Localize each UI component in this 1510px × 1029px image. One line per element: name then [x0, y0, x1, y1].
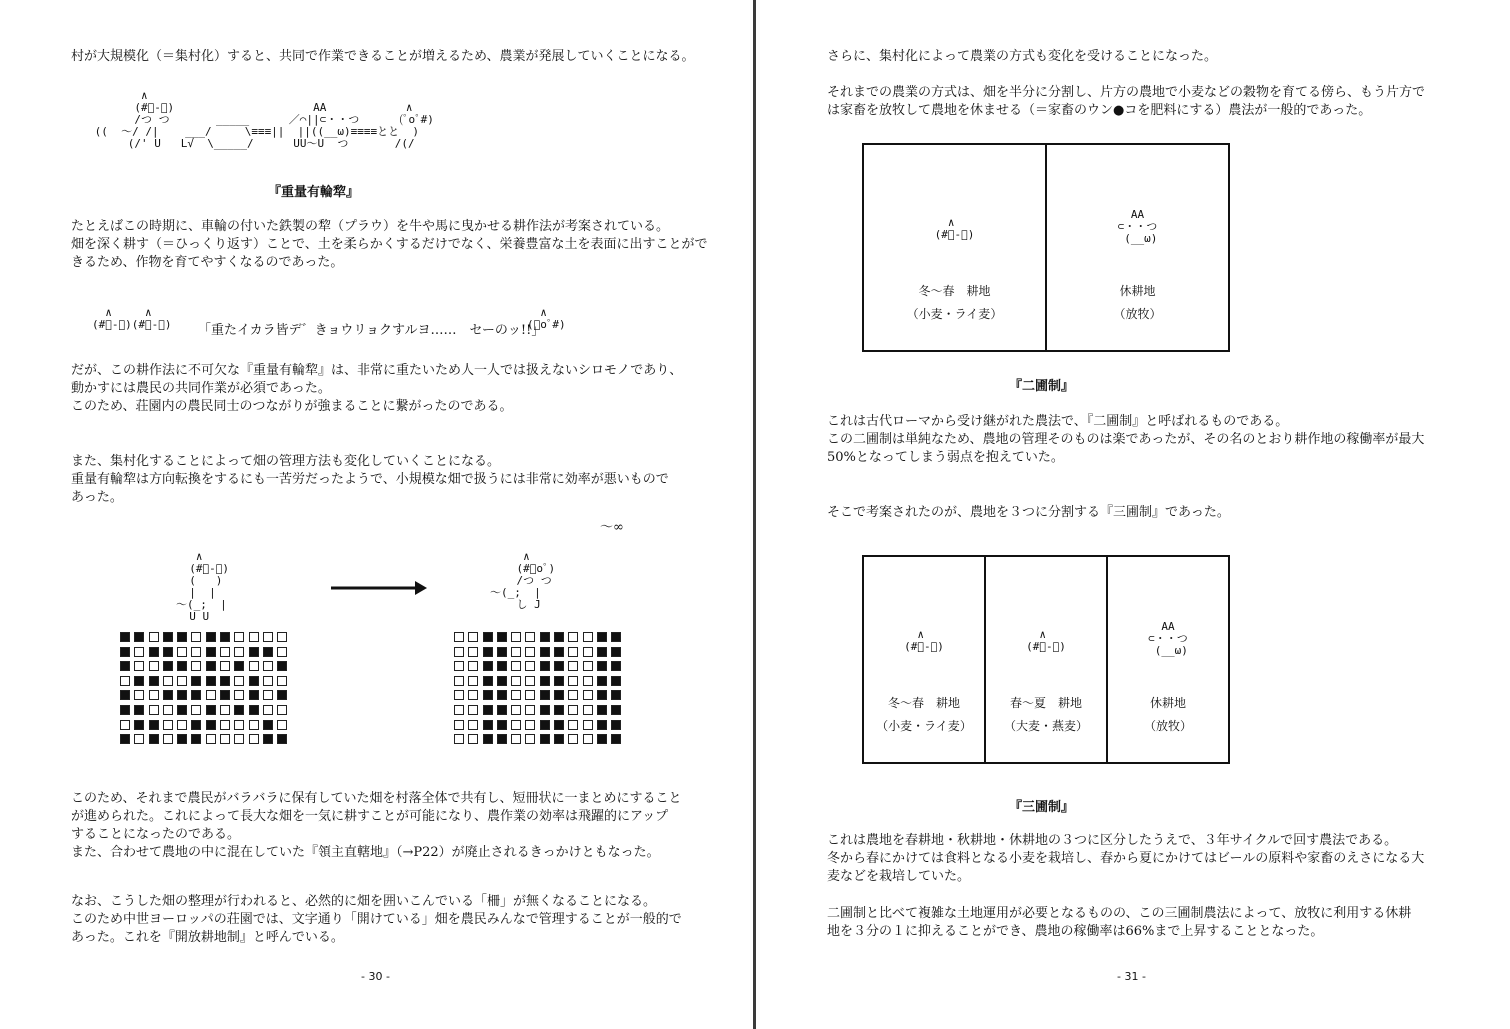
plot-cell-empty — [177, 647, 187, 657]
plot-cell-empty — [525, 647, 535, 657]
plot-cell-filled — [554, 720, 564, 730]
plot-cell-filled — [497, 705, 507, 715]
plot-cell-empty — [206, 690, 216, 700]
plot-cell-filled — [483, 734, 493, 744]
plot-cell-filled — [497, 676, 507, 686]
plot-cell-empty — [583, 720, 593, 730]
field-title: 春～夏 耕地 — [1009, 696, 1082, 710]
plot-cell-filled — [597, 690, 607, 700]
plot-cell-filled — [263, 720, 273, 730]
cat-ascii-art: ∧ (#ﾟ-ﾟ) — [904, 628, 944, 653]
plot-cell-empty — [468, 720, 478, 730]
paragraph-cooperation — [71, 362, 682, 416]
plot-cell-filled — [483, 661, 493, 671]
plot-cell-empty — [134, 647, 144, 657]
plot-cell-empty — [177, 720, 187, 730]
cat-ascii-art: ∧ (#ﾟ-ﾟ) — [1026, 628, 1066, 653]
plot-cell-empty — [583, 734, 593, 744]
plot-cell-empty — [134, 734, 144, 744]
left-page — [0, 0, 754, 1029]
plot-cell-filled — [206, 676, 216, 686]
plot-cell-filled — [163, 647, 173, 657]
plot-cell-filled — [554, 676, 564, 686]
text-line: することになったのである。 — [71, 827, 241, 842]
plot-cell-empty — [249, 734, 259, 744]
plot-cell-empty — [583, 661, 593, 671]
plot-cell-empty — [454, 734, 464, 744]
field-cell-winter — [864, 145, 1047, 350]
plot-cell-filled — [597, 705, 607, 715]
text-line: は家畜を放牧して農地を休ませる（＝家畜のウン●コを肥料にする）農法が一般的であった。 — [827, 103, 1372, 118]
plot-cell-filled — [277, 734, 287, 744]
right-page — [756, 0, 1510, 1029]
plot-cell-empty — [234, 632, 244, 642]
field-grid-before — [120, 632, 289, 746]
plot-cell-filled — [597, 661, 607, 671]
plot-cell-empty — [583, 632, 593, 642]
paragraph-strip-fields — [71, 790, 681, 862]
cow-ascii-art: AA ⊂・・つ (__ω) — [1148, 620, 1188, 657]
plot-cell-empty — [220, 647, 230, 657]
plot-cell-empty — [149, 661, 159, 671]
plot-cell-filled — [220, 676, 230, 686]
plot-cell-filled — [540, 676, 550, 686]
plot-cell-empty — [220, 661, 230, 671]
plot-cell-empty — [525, 705, 535, 715]
text-line: そこで考案されたのが、農地を３つに分割する『三圃制』であった。 — [827, 505, 1230, 520]
plot-cell-empty — [234, 720, 244, 730]
plot-cell-empty — [511, 705, 521, 715]
plot-cell-filled — [206, 632, 216, 642]
plot-cell-empty — [454, 720, 464, 730]
plot-cell-empty — [120, 676, 130, 686]
text-line: 動かすには農民の共同作業が必須であった。 — [71, 381, 331, 396]
text-line: これは古代ローマから受け継がれた農法で、『二圃制』と呼ばれるものである。 — [827, 414, 1289, 429]
plot-cell-filled — [177, 734, 187, 744]
field-cell-fallow — [1108, 557, 1228, 762]
plot-cell-empty — [263, 632, 273, 642]
text-line: 重量有輪犂は方向転換をするにも一苦労だったようで、小規模な畑で扱うには非常に効率が悪いもので — [71, 472, 669, 487]
plot-cell-filled — [554, 734, 564, 744]
paragraph-field-management — [71, 453, 669, 507]
plot-cell-filled — [554, 705, 564, 715]
plot-cell-filled — [177, 690, 187, 700]
plot-cell-empty — [277, 647, 287, 657]
plot-cell-filled — [134, 632, 144, 642]
plot-cell-empty — [525, 676, 535, 686]
plot-cell-filled — [554, 690, 564, 700]
plot-cell-empty — [234, 676, 244, 686]
text-line: また、集村化することによって畑の管理方法も変化していくことになる。 — [71, 454, 501, 469]
plot-cell-empty — [468, 676, 478, 686]
plot-cell-filled — [163, 661, 173, 671]
plot-cell-empty — [583, 690, 593, 700]
paragraph-method-change — [827, 48, 1217, 66]
plot-cell-filled — [597, 676, 607, 686]
plot-cell-filled — [483, 632, 493, 642]
plot-cell-empty — [525, 720, 535, 730]
paragraph-three-field — [827, 832, 1424, 886]
plot-cell-filled — [277, 661, 287, 671]
text-line: これは農地を春耕地・秋耕地・休耕地の３つに区分したうえで、３年サイクルで回す農法である。 — [827, 833, 1398, 848]
plot-cell-empty — [234, 647, 244, 657]
plot-cell-filled — [263, 647, 273, 657]
dialogue-text: 「重たイカラ皆デ゛きョウリョクすルヨ…… セーのッ!!」 — [198, 323, 545, 338]
field-cell-winter — [864, 557, 986, 762]
plot-cell-filled — [497, 734, 507, 744]
caption-three-field: 『三圃制』 — [1009, 800, 1075, 815]
text-line: この二圃制は単純なため、農地の管理そのものは楽であったが、その名のとおり耕作地の稼働率が最大 — [827, 432, 1425, 447]
plot-cell-filled — [497, 690, 507, 700]
field-subtitle: （放牧） — [1113, 307, 1162, 321]
field-title: 冬～春 耕地 — [918, 284, 991, 298]
plot-cell-empty — [511, 720, 521, 730]
plot-cell-filled — [120, 734, 130, 744]
plot-cell-empty — [234, 734, 244, 744]
plot-cell-filled — [120, 647, 130, 657]
text-line: が進められた。これによって長大な畑を一気に耕すことが可能になり、農作業の効率は飛躍的にアップ — [71, 809, 669, 824]
plot-cell-empty — [454, 647, 464, 657]
text-line: なお、こうした畑の整理が行われると、必然的に畑を囲いこんでいる「柵」が無くなることになる。 — [71, 894, 657, 909]
plot-cell-filled — [611, 734, 621, 744]
plot-cell-empty — [134, 661, 144, 671]
field-cell-fallow — [1047, 145, 1228, 350]
plot-cell-empty — [511, 647, 521, 657]
plot-cell-empty — [583, 647, 593, 657]
field-title: 休耕地 — [1119, 284, 1156, 298]
wave-symbol: ～∞ — [600, 520, 624, 535]
plot-cell-filled — [149, 676, 159, 686]
farmer-after-ascii-art: ∧ (#ﾟoﾟ) /つ つ ～(_; | し J — [490, 550, 556, 611]
plot-cell-empty — [468, 661, 478, 671]
plot-cell-empty — [277, 705, 287, 715]
plot-cell-empty — [468, 734, 478, 744]
plot-cell-empty — [249, 661, 259, 671]
plot-cell-empty — [568, 632, 578, 642]
paragraph-two-field — [827, 413, 1424, 467]
plot-cell-empty — [134, 690, 144, 700]
plot-cell-filled — [611, 720, 621, 730]
plot-cell-filled — [540, 734, 550, 744]
plot-cell-filled — [554, 632, 564, 642]
plot-cell-filled — [497, 632, 507, 642]
plot-cell-filled — [206, 647, 216, 657]
plot-cell-filled — [191, 676, 201, 686]
plot-cell-filled — [611, 705, 621, 715]
plot-cell-filled — [191, 690, 201, 700]
plot-cell-empty — [568, 690, 578, 700]
plot-cell-filled — [263, 734, 273, 744]
plot-cell-filled — [249, 676, 259, 686]
plot-cell-filled — [134, 720, 144, 730]
text-line: 冬から春にかけては食料となる小麦を栽培し、春から夏にかけてはビールの原料や家畜のえさになる大 — [827, 851, 1425, 866]
farmer-before-ascii-art: ∧ (#ﾟ-ﾟ) ( ) | | ～(_; | U U — [176, 550, 229, 623]
plot-cell-empty — [263, 705, 273, 715]
plot-cell-filled — [597, 647, 607, 657]
text-line: このため、それまで農民がバラバラに保有していた畑を村落全体で共有し、短冊状に一まとめにすること — [71, 791, 682, 806]
plot-cell-empty — [468, 632, 478, 642]
three-field-diagram — [862, 555, 1230, 764]
plot-cell-filled — [220, 690, 230, 700]
plot-cell-filled — [540, 661, 550, 671]
plot-cell-filled — [134, 705, 144, 715]
plot-cell-filled — [611, 632, 621, 642]
plot-cell-empty — [468, 705, 478, 715]
cow-ascii-art: AA ⊂・・つ (__ω) — [1117, 208, 1158, 245]
text-line: 二圃制と比べて複雑な土地運用が必要となるものの、この三圃制農法によって、放牧に利用する休耕 — [827, 906, 1412, 921]
plot-cell-filled — [191, 734, 201, 744]
plot-cell-empty — [525, 690, 535, 700]
plot-cell-filled — [554, 647, 564, 657]
plot-cell-empty — [191, 661, 201, 671]
plot-cell-empty — [163, 720, 173, 730]
plot-cell-filled — [249, 647, 259, 657]
caption-two-field: 『二圃制』 — [1009, 379, 1075, 394]
plot-cell-empty — [277, 676, 287, 686]
plot-cell-filled — [611, 661, 621, 671]
plot-cell-empty — [149, 632, 159, 642]
plot-cell-filled — [597, 632, 607, 642]
text-line: 地を３分の１に抑えることができ、農地の稼働率は66%まで上昇することとなった。 — [827, 924, 1324, 939]
plot-cell-empty — [583, 676, 593, 686]
arrow-right-icon — [329, 578, 429, 598]
plow-ascii-art: ∧ (#ﾟ-ﾟ) AA ∧ /つ つ _____ ／⌒||⊂・・つ (ﾟoﾟ#) (( ～/ /| ___/ \≡≡≡|| ||((__ω)≡≡≡≡とと ) (/' U L√ \_____/ UU～U つ /(/ — [94, 89, 434, 150]
text-line: また、合わせて農地の中に混在していた『領主直轄地』（→P22）が廃止されるきっかけともなった。 — [71, 845, 660, 860]
plot-cell-filled — [483, 690, 493, 700]
plot-cell-filled — [177, 705, 187, 715]
plot-cell-empty — [234, 690, 244, 700]
cat-right-ascii-art: ∧ (ﾟoﾟ#) — [527, 306, 566, 331]
plot-cell-empty — [568, 647, 578, 657]
plot-cell-filled — [191, 720, 201, 730]
field-subtitle: （小麦・ライ麦） — [876, 719, 972, 733]
plot-cell-filled — [220, 632, 230, 642]
page-number-left: - 30 - — [361, 970, 390, 983]
plot-cell-empty — [511, 676, 521, 686]
plot-cell-empty — [454, 690, 464, 700]
field-grid-after — [454, 632, 623, 746]
plot-cell-empty — [454, 632, 464, 642]
text-line: きるため、作物を育てやすくなるのであった。 — [71, 255, 344, 270]
plot-cell-empty — [263, 661, 273, 671]
plot-cell-empty — [177, 676, 187, 686]
plot-cell-empty — [568, 720, 578, 730]
plot-cell-filled — [483, 647, 493, 657]
paragraph-old-method — [827, 84, 1425, 120]
plot-cell-filled — [177, 661, 187, 671]
plot-cell-empty — [511, 632, 521, 642]
plot-cell-empty — [511, 661, 521, 671]
plot-cell-empty — [249, 632, 259, 642]
field-title: 休耕地 — [1149, 696, 1186, 710]
plot-cell-filled — [597, 720, 607, 730]
plot-cell-empty — [568, 705, 578, 715]
plot-cell-filled — [206, 661, 216, 671]
plot-cell-filled — [249, 705, 259, 715]
plot-cell-filled — [540, 632, 550, 642]
text-line: 畑を深く耕す（＝ひっくり返す）ことで、土を柔らかくするだけでなく、栄養豊富な土を表面に出すことがで — [71, 237, 708, 252]
plot-cell-empty — [191, 705, 201, 715]
plot-cell-empty — [454, 676, 464, 686]
paragraph-intro — [71, 48, 694, 66]
plot-cell-empty — [163, 705, 173, 715]
plot-cell-empty — [206, 734, 216, 744]
plot-cell-empty — [263, 690, 273, 700]
plot-cell-filled — [540, 647, 550, 657]
plot-cell-filled — [120, 690, 130, 700]
plot-cell-filled — [540, 690, 550, 700]
field-cell-summer — [986, 557, 1108, 762]
text-line: たとえばこの時期に、車輪の付いた鉄製の犂（プラウ）を牛や馬に曳かせる耕作法が考案されている。 — [71, 219, 670, 234]
plot-cell-empty — [468, 647, 478, 657]
plot-cell-filled — [234, 705, 244, 715]
text-line: あった。 — [71, 490, 123, 505]
plot-cell-filled — [249, 690, 259, 700]
text-line: それまでの農業の方式は、畑を半分に分割し、片方の農地で小麦などの穀物を育てる傍ら、もう片方で — [827, 85, 1426, 100]
plot-cell-empty — [149, 690, 159, 700]
field-subtitle: （小麦・ライ麦） — [906, 307, 1003, 321]
text-line: 麦などを栽培していた。 — [827, 869, 971, 884]
plot-cell-filled — [120, 632, 130, 642]
plot-cell-filled — [540, 720, 550, 730]
plot-cell-empty — [525, 734, 535, 744]
plot-cell-empty — [454, 661, 464, 671]
plot-cell-filled — [134, 676, 144, 686]
caption-heavy-plow: 『重量有輪犂』 — [268, 185, 360, 200]
plot-cell-filled — [554, 661, 564, 671]
plot-cell-empty — [191, 647, 201, 657]
plot-cell-filled — [277, 690, 287, 700]
text-line: このため、荘園内の農民同士のつながりが強まることに繋がったのである。 — [71, 399, 513, 414]
plot-cell-filled — [483, 676, 493, 686]
plot-cell-empty — [249, 720, 259, 730]
plot-cell-filled — [611, 690, 621, 700]
plot-cell-filled — [540, 705, 550, 715]
cat-ascii-art: ∧ (#ﾟ-ﾟ) — [934, 216, 975, 241]
plot-cell-empty — [468, 690, 478, 700]
plot-cell-empty — [454, 705, 464, 715]
plot-cell-empty — [120, 720, 130, 730]
plot-cell-filled — [120, 705, 130, 715]
text-line: さらに、集村化によって農業の方式も変化を受けることになった。 — [827, 49, 1218, 64]
text-line: 村が大規模化（＝集村化）すると、共同で作業できることが増えるため、農業が発展していくことになる。 — [71, 49, 695, 64]
plot-cell-empty — [163, 734, 173, 744]
text-line: 50%となってしまう弱点を抱えていた。 — [827, 450, 1064, 465]
plot-cell-empty — [220, 720, 230, 730]
plot-cell-filled — [206, 720, 216, 730]
plot-cell-filled — [163, 690, 173, 700]
plot-cell-empty — [568, 734, 578, 744]
plot-cell-filled — [497, 647, 507, 657]
plot-cell-filled — [120, 661, 130, 671]
plot-cell-filled — [597, 734, 607, 744]
plot-cell-filled — [497, 720, 507, 730]
plot-cell-empty — [525, 661, 535, 671]
paragraph-plow — [71, 218, 707, 272]
plot-cell-empty — [163, 676, 173, 686]
plot-cell-empty — [191, 632, 201, 642]
paragraph-open-field — [71, 893, 682, 947]
plot-cell-empty — [511, 690, 521, 700]
field-subtitle: （放牧） — [1143, 719, 1192, 733]
paragraph-three-field-intro — [827, 504, 1230, 522]
plot-cell-filled — [149, 720, 159, 730]
page-number-right: - 31 - — [1117, 970, 1146, 983]
text-line: あった。これを『開放耕地制』と呼んでいる。 — [71, 930, 344, 945]
plot-cell-filled — [177, 632, 187, 642]
paragraph-comparison — [827, 905, 1411, 941]
plot-cell-filled — [611, 647, 621, 657]
field-title: 冬～春 耕地 — [887, 696, 960, 710]
plot-cell-empty — [568, 661, 578, 671]
plot-cell-filled — [149, 647, 159, 657]
field-subtitle: （大麦・燕麦） — [1003, 719, 1088, 733]
plot-cell-filled — [483, 720, 493, 730]
plot-cell-empty — [220, 734, 230, 744]
text-line: だが、この耕作法に不可欠な『重量有輪犂』は、非常に重たいため人一人では扱えないシロモノであり、 — [71, 363, 683, 378]
plot-cell-empty — [220, 705, 230, 715]
plot-cell-filled — [483, 705, 493, 715]
plot-cell-empty — [277, 720, 287, 730]
text-line: このため中世ヨーロッパの荘園では、文字通り「開けている」畑を農民みんなで管理することが一般的で — [71, 912, 682, 927]
cats-ascii-art: ∧ ∧ (#ﾟ-ﾟ)(#ﾟ-ﾟ) — [92, 306, 172, 331]
plot-cell-empty — [263, 676, 273, 686]
plot-cell-empty — [511, 734, 521, 744]
plot-cell-filled — [149, 734, 159, 744]
plot-cell-filled — [206, 705, 216, 715]
plot-cell-filled — [234, 661, 244, 671]
plot-cell-empty — [583, 705, 593, 715]
plot-cell-filled — [611, 676, 621, 686]
two-field-diagram — [862, 143, 1230, 352]
plot-cell-filled — [497, 661, 507, 671]
plot-cell-empty — [149, 705, 159, 715]
plot-cell-empty — [525, 632, 535, 642]
plot-cell-empty — [568, 676, 578, 686]
plot-cell-empty — [277, 632, 287, 642]
plot-cell-filled — [163, 632, 173, 642]
